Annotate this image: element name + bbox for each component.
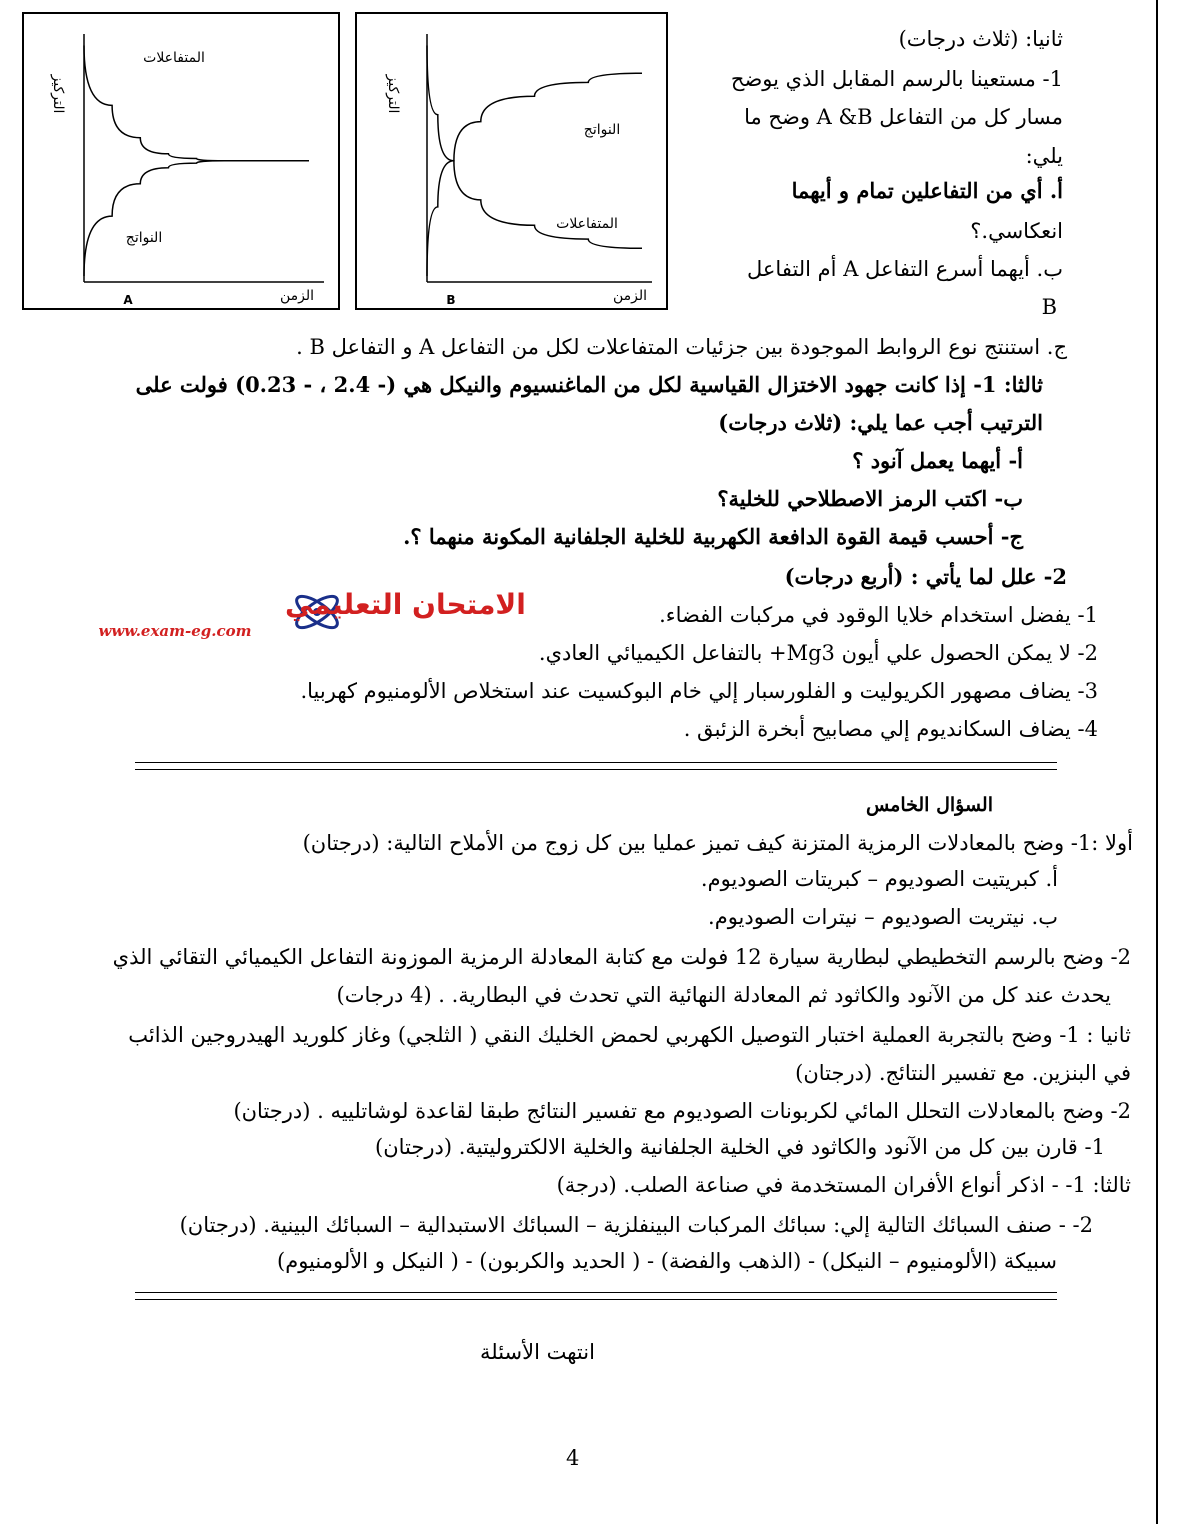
q5-thalithan-1: ثالثا: 1- - اذكر أنواع الأفران المستخدمة في صناعة الصلب. (درجة) [556,1173,1131,1197]
chart-a-products-line [84,161,309,276]
chart-a-reactants-label: المتفاعلات [143,50,205,66]
q1-line-2: مسار كل من التفاعل A &B وضح ما [744,105,1063,129]
q5-thalithan-2: 2- - صنف السبائك التالية إلي: سبائك المركبات البينفلزية – السبائك الاستبدالية – السبائك البينية. (درجتان) [179,1213,1093,1237]
chart-b-label: B [446,293,456,307]
chart-b-reactants-label: المتفاعلات [556,216,618,232]
page-number: 4 [566,1446,580,1470]
q1-item-a: أ. أي من التفاعلين تمام و أيهما [791,178,1063,203]
chart-a-svg [24,14,338,308]
chart-b-products-label: النواتج [583,122,621,138]
q5-thanian-2: 2- وضح بالمعادلات التحلل المائي لكربونات الصوديوم مع تفسير النتائج طبقا لقاعدة لوشاتلييه . (درجتان) [233,1099,1131,1123]
separator-1 [135,762,1057,770]
section-thalithan-q1-cont: الترتيب أجب عما يلي: (ثلاث درجات) [718,410,1043,435]
q5-item-2-cont: يحدث عند كل من الآنود والكاثود ثم المعادلة النهائية التي تحدث في البطارية. . (4 درجات) [336,983,1111,1007]
chart-a-products-label: النواتج [125,230,163,246]
q1-item-a-cont: انعكاسي.؟ [970,219,1063,243]
q2-item-1: 1- يفضل استخدام خلايا الوقود في مركبات الفضاء. [659,603,1098,627]
separator-2 [135,1292,1057,1300]
q5-item-2: 2- وضح بالرسم التخطيطي لبطارية سيارة 12 فولت مع كتابة المعادلة الرمزية الموزونة التفاعل الكيميائي التقائي الذي [112,945,1131,969]
q1-line-3: يلي: [1025,144,1063,168]
q1-line-1: 1- مستعينا بالرسم المقابل الذي يوضح [730,67,1063,91]
page-right-border [1156,0,1158,1524]
q5-compare: 1- قارن بين كل من الآنود والكاثود في الخلية الجلفانية والخلية الالكتروليتية. (درجتان) [375,1135,1105,1159]
exam-eg-logo [55,582,526,642]
chart-b-svg [357,14,666,308]
chart-a-label: A [123,293,133,307]
q2-item-2: 2- لا يمكن الحصول علي أيون Mg3+ بالتفاعل الكيميائي العادي. [538,641,1098,665]
q2-item-4: 4- يضاف السكانديوم إلي مصابيح أبخرة الزئبق . [683,717,1098,741]
q2-heading: 2- علل لما يأتي : (أربع درجات) [784,564,1067,589]
logo-url: www.exam-eg.com [98,622,252,640]
section-thalithan-q1: ثالثا: 1- إذا كانت جهود الاختزال القياسية لكل من الماغنسيوم والنيكل هي (- 2.4 ، - 0.23) فولت على [135,372,1043,397]
q1-item-b: ب. أيهما أسرع التفاعل A أم التفاعل [746,257,1063,281]
chart-b-xlabel: الزمن [612,288,647,304]
q5-item-a: أ. كبريتيت الصوديوم – كبريتات الصوديوم. [700,867,1058,891]
chart-b-products-line [427,73,642,276]
q1-item-b-cont: B [1041,295,1057,319]
logo-title: الامتحان التعليمي [285,588,526,621]
chart-b [355,12,668,310]
chart-a-xlabel: الزمن [279,288,314,304]
q5-item-b: ب. نيتريت الصوديوم – نيترات الصوديوم. [708,905,1058,929]
chart-a [22,12,340,310]
end-of-questions: انتهت الأسئلة [480,1340,595,1364]
thalithan-item-b: ب- اكتب الرمز الاصطلاحي للخلية؟ [717,486,1023,511]
chart-b-ylabel: التركيز [385,74,401,114]
thalithan-item-c: ج- أحسب قيمة القوة الدافعة الكهربية للخلية الجلفانية المكونة منهما ؟. [403,524,1023,549]
section-thanian-heading: ثانيا: (ثلاث درجات) [898,27,1063,51]
q5-alloys: سبيكة (الألومنيوم – النيكل) - (الذهب والفضة) - ( الحديد والكربون) - ( النيكل و الألومنيوم) [277,1249,1057,1273]
chart-a-ylabel: التركيز [50,74,66,114]
thalithan-item-a: أ- أيهما يعمل آنود ؟ [852,448,1023,473]
question-five-title: السؤال الخامس [865,794,993,816]
q5-thanian-1: ثانيا : 1- وضح بالتجربة العملية اختبار التوصيل الكهربي لحمض الخليك النقي ( الثلجي) وغاز كلوريد الهيدروجين الذائب [128,1023,1131,1047]
q1-item-c: ج. استنتج نوع الروابط الموجودة بين جزئيات المتفاعلات لكل من التفاعل A و التفاعل B . [296,335,1067,359]
q5-thanian-1-cont: في البنزين. مع تفسير النتائج. (درجتان) [795,1061,1131,1085]
q5-awalan-1: أولا :1- وضح بالمعادلات الرمزية المتزنة كيف تميز عمليا بين كل زوج من الأملاح التالية: (درجتان) [302,831,1133,855]
q2-item-3: 3- يضاف مصهور الكريوليت و الفلورسبار إلي خام البوكسيت عند استخلاص الألومنيوم كهربيا. [300,679,1098,703]
